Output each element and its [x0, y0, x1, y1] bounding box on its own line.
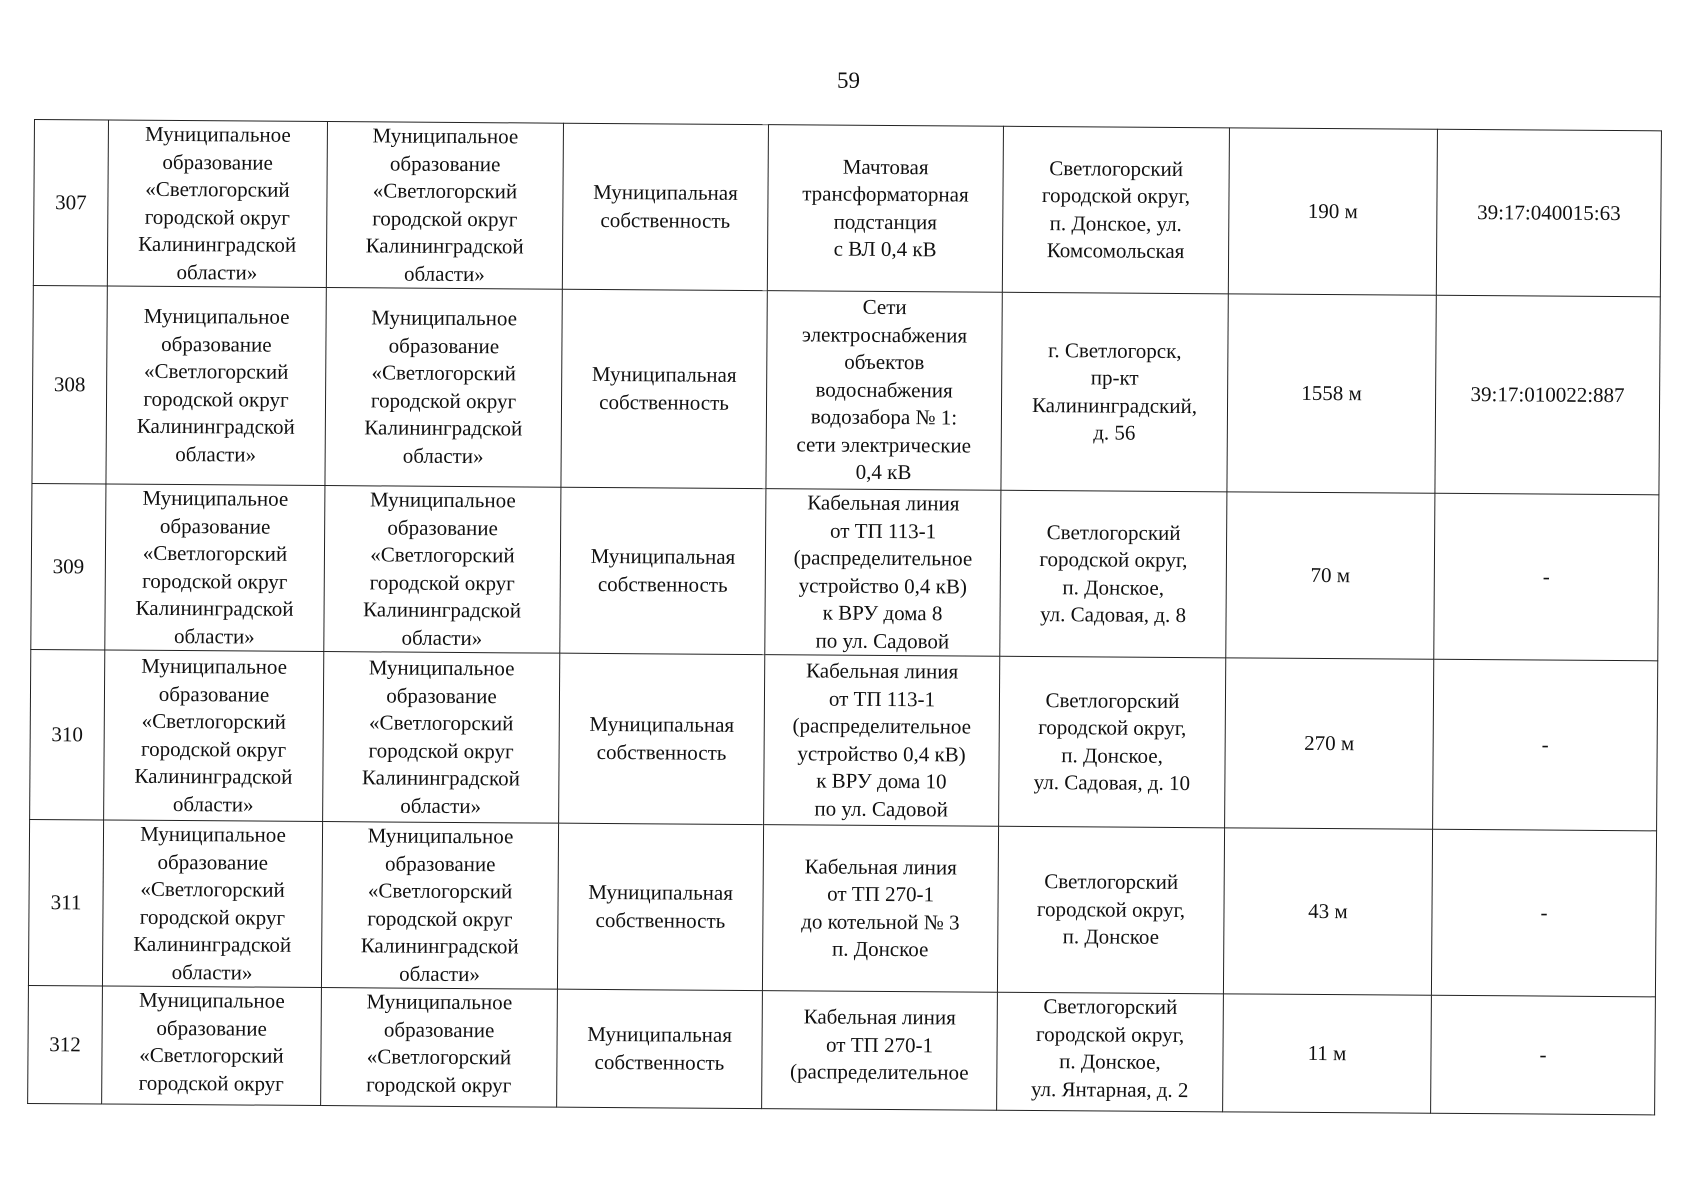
right-type-cell: Муниципальная собственность — [562, 123, 768, 290]
holder-cell: Муниципальное образование «Светлогорский городской округ Калининградской области» — [323, 652, 560, 824]
address-cell: Светлогорский городской округ, п. Донское — [997, 826, 1224, 994]
address-cell: г. Светлогорск, пр-кт Калининградский, д. 56 — [1001, 292, 1228, 492]
length-cell: 11 м — [1223, 994, 1432, 1113]
holder-cell: Муниципальное образование «Светлогорский городской округ Калининградской области» — [324, 486, 561, 654]
length-cell: 190 м — [1228, 128, 1437, 295]
address-cell: Светлогорский городской округ, п. Донское, ул. Янтарная, д. 2 — [997, 992, 1224, 1112]
owner-cell: Муниципальное образование «Светлогорский городской округ — [102, 986, 322, 1106]
right-type-cell: Муниципальная собственность — [557, 989, 763, 1108]
object-name-cell: Кабельная линия от ТП 270-1 до котельной № 3 п. Донское — [762, 825, 998, 993]
table-row — [28, 819, 1656, 996]
right-type-cell: Муниципальная собственность — [559, 653, 765, 824]
address-cell: Светлогорский городской округ, п. Донское, ул. Садовая, д. 8 — [1000, 490, 1227, 658]
row-number-cell: 308 — [32, 285, 107, 484]
owner-cell: Муниципальное образование «Светлогорский городской округ Калининградской области» — [104, 650, 324, 822]
table-row — [33, 120, 1661, 297]
object-name-cell: Мачтовая трансформаторная подстанция с ВЛ 0,4 кВ — [767, 125, 1003, 293]
page-number: 59 — [837, 68, 860, 93]
owner-cell: Муниципальное образование «Светлогорский городской округ Калининградской области» — [102, 820, 322, 988]
holder-cell: Муниципальное образование «Светлогорский городской округ — [321, 988, 558, 1108]
object-name-cell: Кабельная линия от ТП 113-1 (распределительное устройство 0,4 кВ) к ВРУ дома 8 по ул. Садовой — [765, 489, 1001, 657]
owner-cell: Муниципальное образование «Светлогорский городской округ Калининградской области» — [106, 286, 326, 486]
address-cell: Светлогорский городской округ, п. Донское, ул. Комсомольская — [1002, 126, 1229, 294]
right-type-cell: Муниципальная собственность — [561, 289, 767, 488]
address-cell: Светлогорский городской округ, п. Донское, ул. Садовая, д. 10 — [999, 656, 1226, 828]
row-number-cell: 311 — [28, 819, 103, 986]
row-number-cell: 307 — [33, 120, 108, 287]
cadastral-number-cell: - — [1434, 493, 1659, 661]
table-row — [32, 285, 1660, 494]
cadastral-number-cell: - — [1433, 659, 1658, 831]
row-number-cell: 309 — [31, 483, 106, 650]
right-type-cell: Муниципальная собственность — [560, 487, 766, 654]
right-type-cell: Муниципальная собственность — [557, 823, 763, 990]
row-number-cell: 310 — [30, 649, 105, 820]
cadastral-number-cell: - — [1431, 995, 1656, 1115]
length-cell: 70 м — [1226, 492, 1435, 659]
length-cell: 43 м — [1223, 828, 1432, 995]
holder-cell: Муниципальное образование «Светлогорский городской округ Калининградской области» — [326, 122, 563, 290]
property-registry-table — [27, 119, 1662, 1115]
row-number-cell: 312 — [28, 985, 103, 1104]
length-cell: 270 м — [1225, 658, 1434, 829]
table-row — [31, 483, 1659, 660]
length-cell: 1558 м — [1227, 294, 1436, 493]
object-name-cell: Сети электроснабжения объектов водоснабжения водозабора № 1: сети электрические 0,4 кВ — [766, 291, 1002, 491]
object-name-cell: Кабельная линия от ТП 113-1 (распределительное устройство 0,4 кВ) к ВРУ дома 10 по ул. Садовой — [764, 655, 1000, 827]
cadastral-number-cell: 39:17:040015:63 — [1436, 129, 1661, 297]
holder-cell: Муниципальное образование «Светлогорский городской округ Калининградской области» — [321, 822, 558, 990]
table-row — [30, 649, 1658, 830]
holder-cell: Муниципальное образование «Светлогорский городской округ Калининградской области» — [325, 288, 562, 488]
object-name-cell: Кабельная линия от ТП 270-1 (распределительное — [762, 991, 998, 1111]
owner-cell: Муниципальное образование «Светлогорский городской округ Калининградской области» — [107, 120, 327, 288]
cadastral-number-cell: 39:17:010022:887 — [1435, 295, 1660, 495]
table-row — [28, 985, 1656, 1114]
owner-cell: Муниципальное образование «Светлогорский городской округ Калининградской области» — [105, 484, 325, 652]
cadastral-number-cell: - — [1431, 829, 1656, 997]
